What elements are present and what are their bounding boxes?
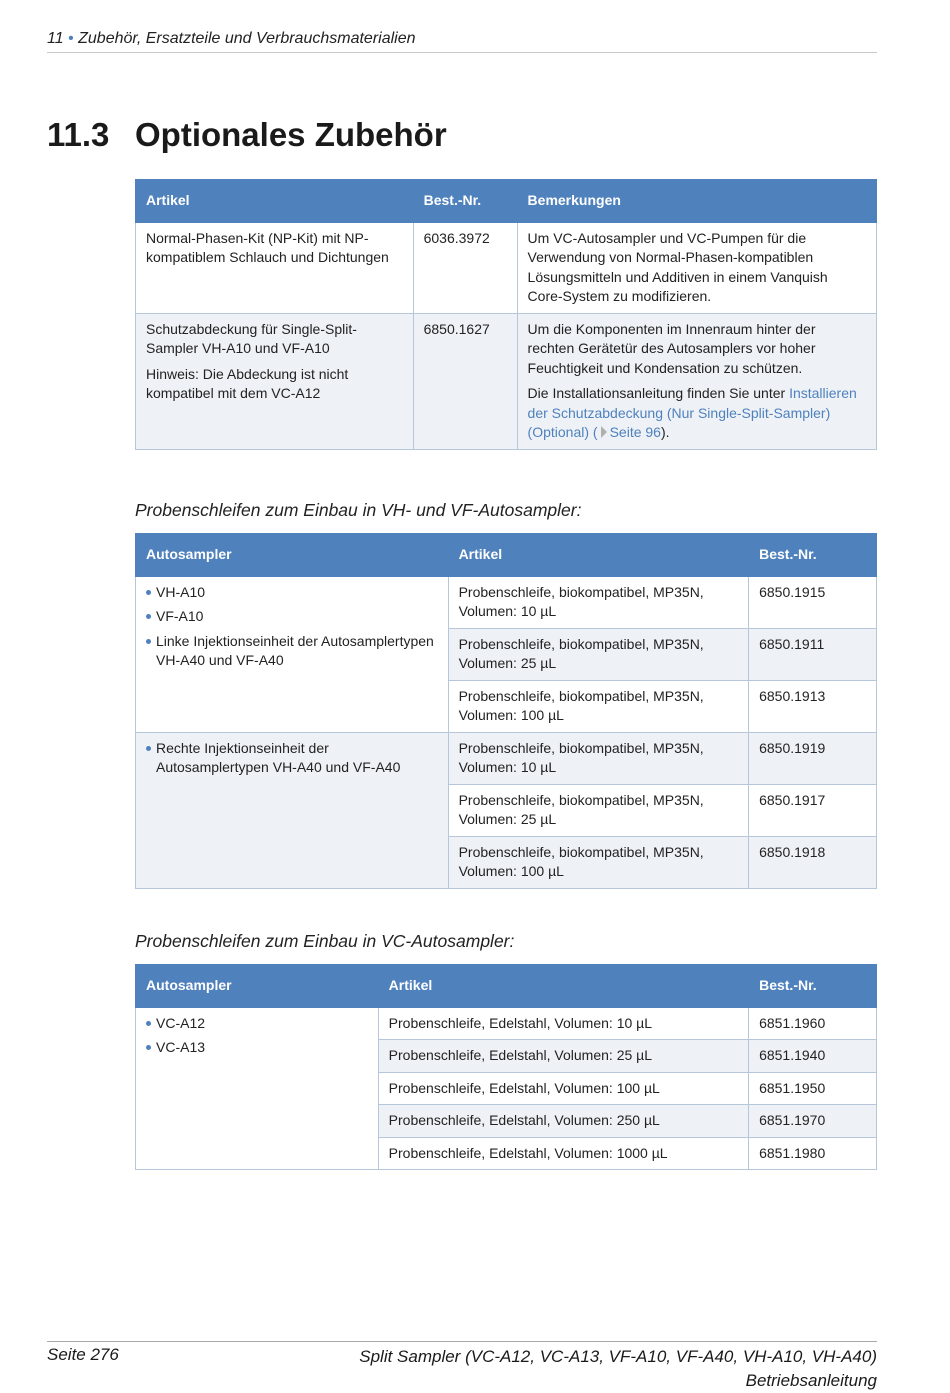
cell-artikel: Probenschleife, Edelstahl, Volumen: 10 µL (378, 1007, 748, 1040)
cell-best-nr: 6851.1960 (749, 1007, 877, 1040)
cell-artikel: Probenschleife, biokompatibel, MP35N, Volumen: 10 µL (448, 576, 749, 628)
sample-loops-vh-vf-table (135, 533, 877, 889)
install-cover-link[interactable]: Installieren der Schutzabdeckung (Nur Single-Split-Sampler) (Optional) (527, 385, 857, 440)
cell-best-nr: 6850.1915 (749, 576, 877, 628)
autosampler-list (146, 739, 438, 778)
install-ref-prefix: Die Installationsanleitung finden Sie unter (527, 385, 786, 401)
cell-bemerkung (517, 313, 876, 449)
col-header-autosampler: Autosampler (136, 534, 449, 577)
table-header-row (136, 534, 877, 577)
cell-best-nr: 6850.1918 (749, 836, 877, 888)
cell-autosampler-group (136, 576, 449, 732)
cell-artikel (136, 313, 414, 449)
cell-best-nr: 6850.1917 (749, 784, 877, 836)
section-heading (47, 116, 877, 154)
page-reference-arrow-icon (601, 426, 607, 438)
cell-artikel: Probenschleife, biokompatibel, MP35N, Volumen: 25 µL (448, 628, 749, 680)
optional-accessories-table (135, 179, 877, 450)
col-header-autosampler: Autosampler (136, 965, 379, 1008)
table-row (136, 222, 877, 313)
cell-artikel: Probenschleife, Edelstahl, Volumen: 100 µL (378, 1072, 748, 1105)
table-row (136, 576, 877, 628)
footer-product: Split Sampler (VC-A12, VC-A13, VF-A10, VF-A40, VH-A10, VH-A40) (359, 1347, 877, 1366)
install-reference (528, 384, 866, 443)
col-header-best-nr: Best.-Nr. (749, 534, 877, 577)
table-row (136, 313, 877, 449)
chapter-title: Zubehör, Ersatzteile und Verbrauchsmaterialien (78, 30, 416, 47)
install-ref-suffix: ). (660, 424, 670, 440)
footer-doc-type: Betriebsanleitung (745, 1371, 877, 1390)
footer-divider (47, 1341, 877, 1342)
cell-best-nr: 6851.1950 (749, 1072, 877, 1105)
list-item: Linke Injektionseinheit der Autosamplertypen VH-A40 und VF-A40 (146, 632, 438, 671)
hinweis-text: Hinweis: Die Abdeckung ist nicht kompatibel mit dem VC-A12 (146, 365, 349, 401)
col-header-best-nr: Best.-Nr. (413, 180, 517, 223)
col-header-artikel: Artikel (136, 180, 414, 223)
cell-autosampler-group (136, 732, 449, 888)
col-header-bemerkungen: Bemerkungen (517, 180, 876, 223)
cell-best-nr: 6851.1970 (749, 1105, 877, 1138)
cell-artikel: Probenschleife, Edelstahl, Volumen: 1000 µL (378, 1137, 748, 1170)
section-number: 11.3 (47, 116, 110, 153)
col-header-artikel: Artikel (378, 965, 748, 1008)
chapter-number: 11 (47, 30, 64, 47)
cell-best-nr: 6036.3972 (413, 222, 517, 313)
bemerkung-text: Um die Komponenten im Innenraum hinter der rechten Gerätetür des Autosamplers vor hoher Feuchtigkeit und Kondensation zu schützen. (527, 320, 816, 376)
list-item: VF-A10 (146, 607, 438, 627)
cell-best-nr: 6850.1627 (413, 313, 517, 449)
list-item: VC-A13 (146, 1038, 368, 1058)
cell-autosampler-group (136, 1007, 379, 1170)
autosampler-list (146, 583, 438, 671)
cell-artikel: Probenschleife, biokompatibel, MP35N, Volumen: 25 µL (448, 784, 749, 836)
cell-artikel: Probenschleife, biokompatibel, MP35N, Volumen: 100 µL (448, 836, 749, 888)
cell-artikel: Probenschleife, biokompatibel, MP35N, Volumen: 10 µL (448, 732, 749, 784)
cell-best-nr: 6850.1911 (749, 628, 877, 680)
list-item: VC-A12 (146, 1014, 368, 1034)
table-header-row (136, 965, 877, 1008)
cell-best-nr: 6850.1919 (749, 732, 877, 784)
running-header (47, 30, 877, 53)
paren-open: ( (592, 424, 598, 440)
table-header-row (136, 180, 877, 223)
autosampler-list (146, 1014, 368, 1058)
cell-artikel: Probenschleife, Edelstahl, Volumen: 25 µL (378, 1040, 748, 1073)
cell-bemerkung: Um VC-Autosampler und VC-Pumpen für die Verwendung von Normal-Phasen-kompatiblen Lösungsmitteln und Additiven in einem Vanquish Core-System zu modifizieren. (517, 222, 876, 313)
caption-vc: Probenschleifen zum Einbau in VC-Autosampler: (135, 931, 515, 951)
cell-artikel: Normal-Phasen-Kit (NP-Kit) mit NP-kompatiblem Schlauch und Dichtungen (136, 222, 414, 313)
cell-best-nr: 6850.1913 (749, 680, 877, 732)
page-reference-link[interactable]: Seite 96 (609, 424, 661, 440)
footer-document-info (359, 1345, 877, 1393)
sample-loops-vc-table (135, 964, 877, 1170)
cell-artikel: Probenschleife, Edelstahl, Volumen: 250 µL (378, 1105, 748, 1138)
table-row (136, 732, 877, 784)
caption-vh-vf: Probenschleifen zum Einbau in VH- und VF-Autosampler: (135, 500, 582, 520)
list-item: Rechte Injektionseinheit der Autosamplertypen VH-A40 und VF-A40 (146, 739, 438, 778)
cell-best-nr: 6851.1980 (749, 1137, 877, 1170)
footer-page-number: Seite 276 (47, 1345, 119, 1364)
list-item: VH-A10 (146, 583, 438, 603)
col-header-artikel: Artikel (448, 534, 749, 577)
cell-best-nr: 6851.1940 (749, 1040, 877, 1073)
table-row (136, 1007, 877, 1040)
bullet-icon: • (68, 30, 74, 47)
section-title: Optionales Zubehör (135, 116, 447, 153)
col-header-best-nr: Best.-Nr. (749, 965, 877, 1008)
cell-artikel: Probenschleife, biokompatibel, MP35N, Volumen: 100 µL (448, 680, 749, 732)
artikel-text: Schutzabdeckung für Single-Split-Sampler VH-A10 und VF-A10 (146, 320, 357, 356)
